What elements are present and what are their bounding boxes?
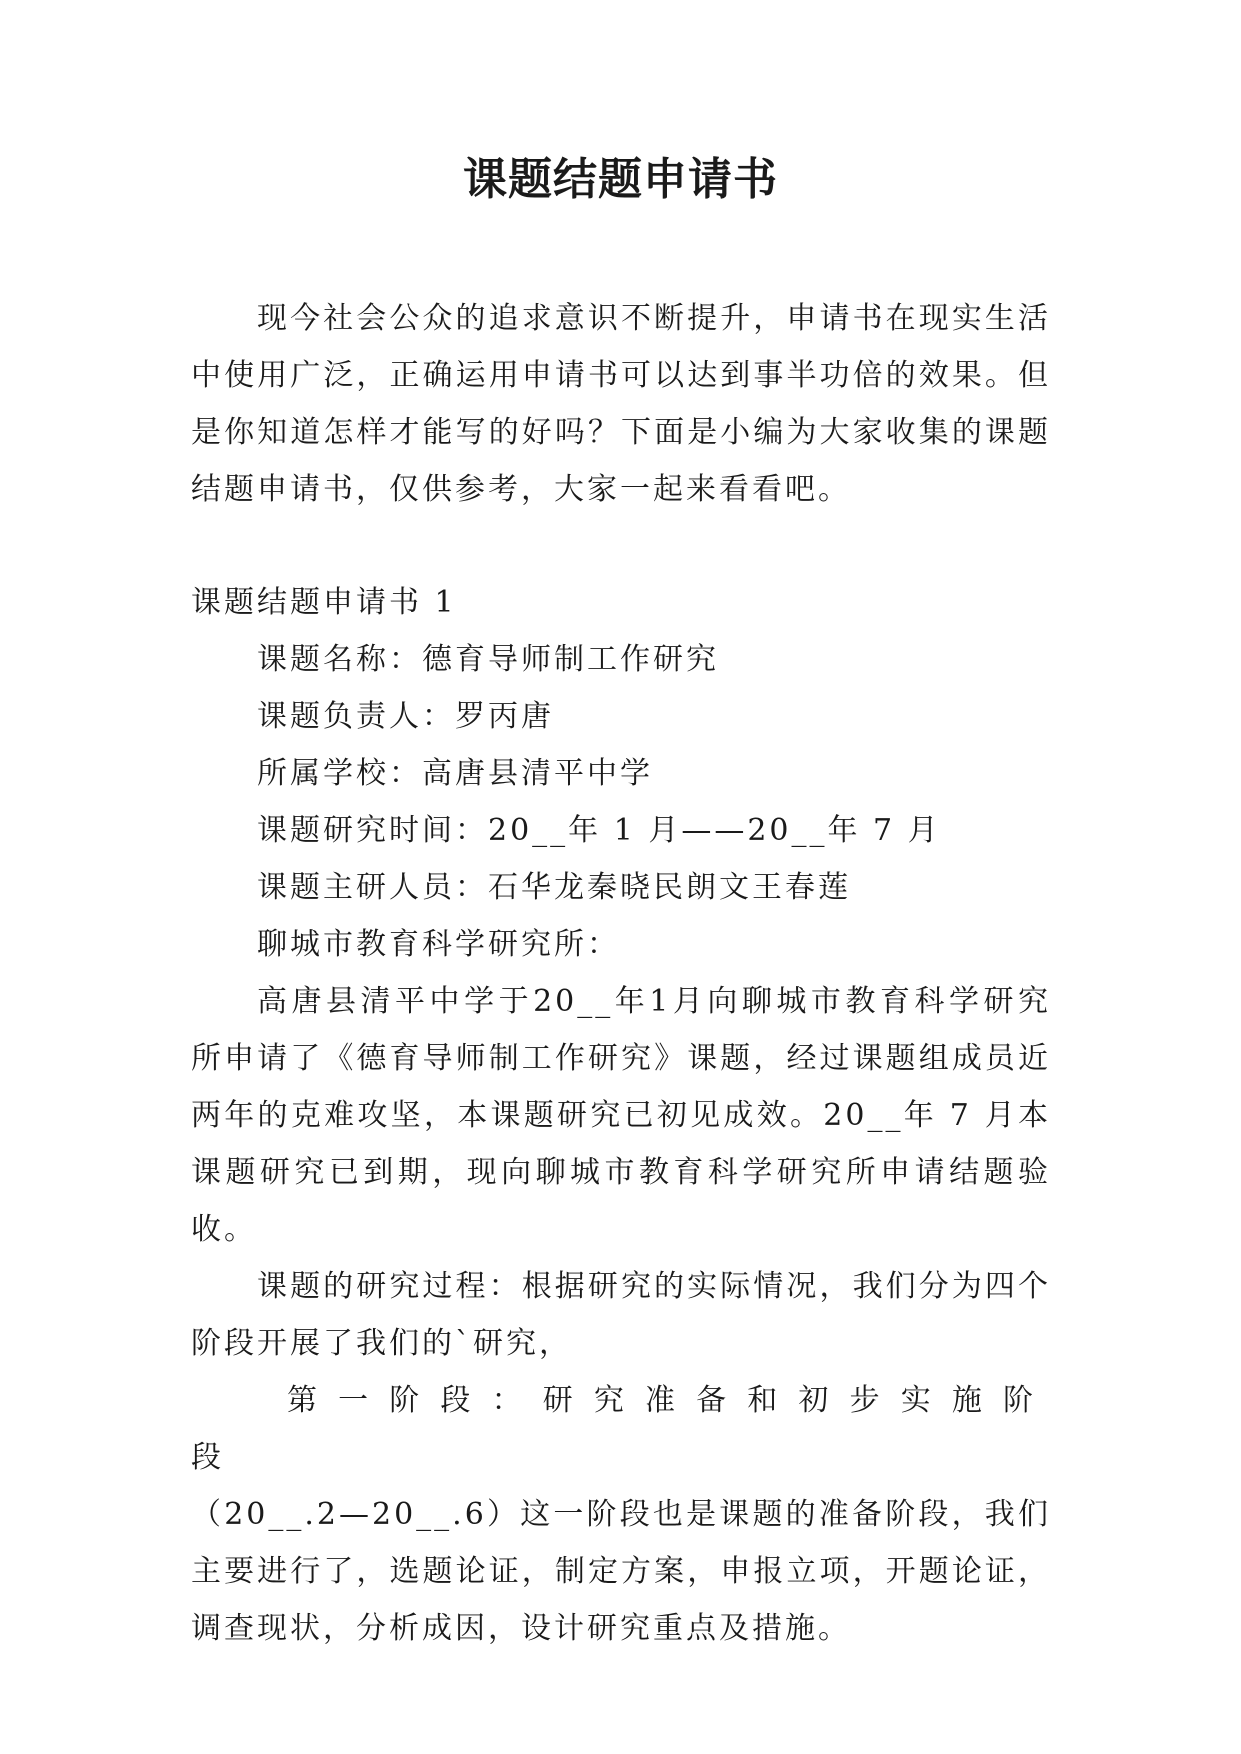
field-research-time: 课题研究时间：20__年 1 月——20__年 7 月 [257,813,941,848]
stage-paragraph: （20__.2—20__.6）这一阶段也是课题的准备阶段，我们主要进行了，选题论证，制定方案，申报立项，开题论证，调查现状，分析成因，设计研究重点及措施。 [191,1497,1051,1646]
body-paragraph: 课题的研究过程：根据研究的实际情况，我们分为四个阶段开展了我们的`研究， [191,1269,1051,1361]
intro-paragraph: 现今社会公众的追求意识不断提升，申请书在现实生活中使用广泛，正确运用申请书可以达到事半功倍的效果。但是你知道怎样才能写的好吗？下面是小编为大家收集的课题结题申请书，仅供参考，大家一起来看看吧。 [191,301,1051,507]
field-school: 所属学校：高唐县清平中学 [257,756,653,791]
document-body [191,290,1051,1657]
field-leader: 课题负责人：罗丙唐 [257,699,554,734]
section-heading: 课题结题申请书 1 [191,585,457,620]
field-researchers: 课题主研人员：石华龙秦晓民朗文王春莲 [257,870,851,905]
field-topic-name: 课题名称：德育导师制工作研究 [257,642,719,677]
stage-heading: 第一阶段：研究准备和初步实施阶段 [191,1383,1051,1475]
body-paragraph: 高唐县清平中学于20__年1月向聊城市教育科学研究所申请了《德育导师制工作研究》课题，经过课题组成员近两年的克难攻坚，本课题研究已初见成效。20__年 7 月本课题研究已到期，现向聊城市教育科学研究所申请结题验收。 [191,984,1051,1247]
document-title: 课题结题申请书 [463,154,778,205]
spacer [191,518,1051,574]
field-recipient: 聊城市教育科学研究所： [257,927,620,962]
